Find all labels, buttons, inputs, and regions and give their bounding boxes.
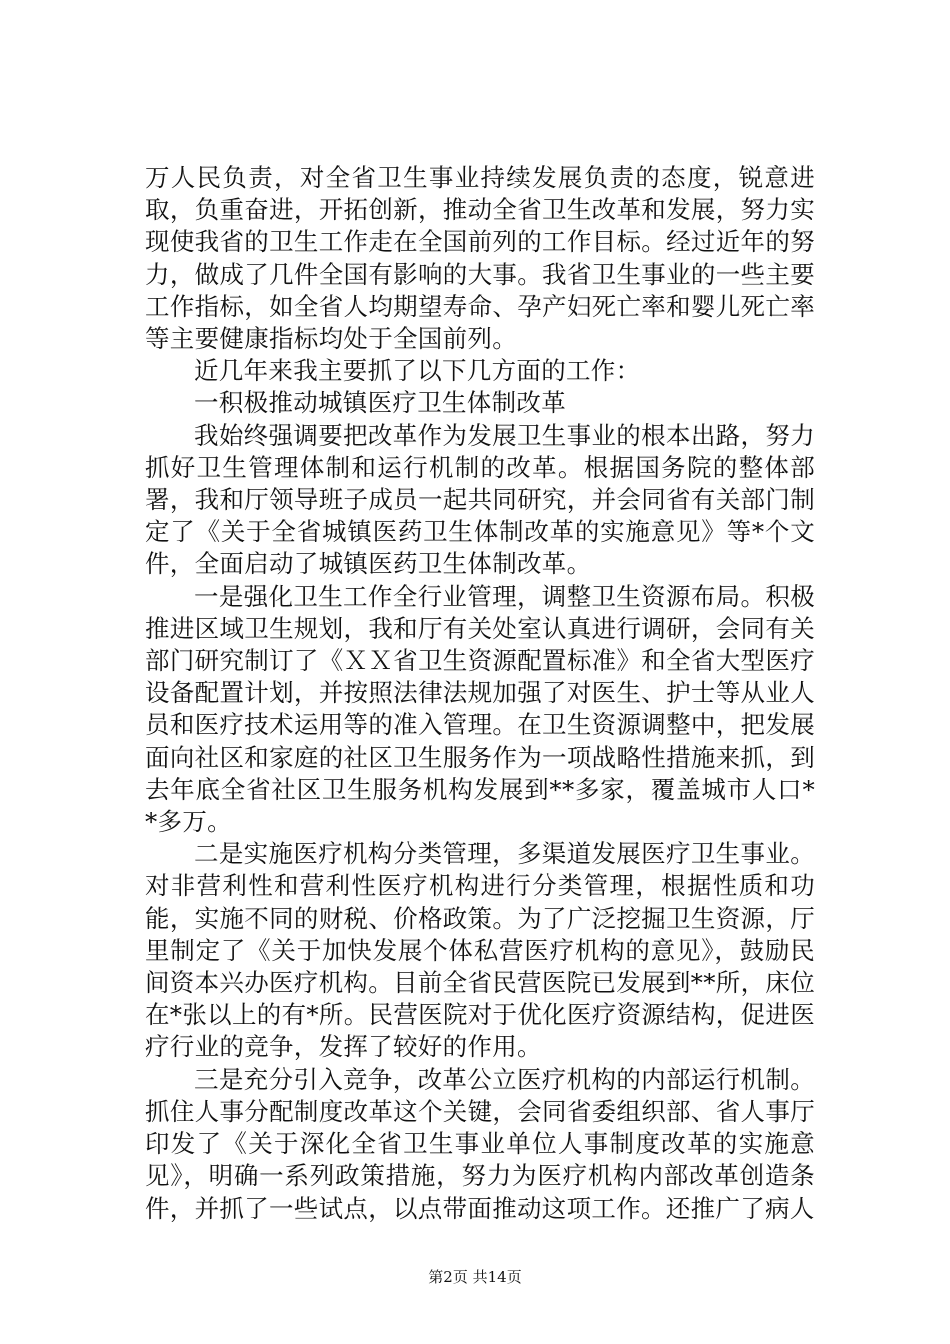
page-number-label: 第2页 共14页 bbox=[428, 1268, 522, 1286]
section-heading: 一积极推动城镇医疗卫生体制改革 bbox=[194, 388, 566, 418]
paragraph-6: 二是实施医疗机构分类管理，多渠道发展医疗卫生事业。对非营利性和营利性医疗机构进行分类管理，根据性质和功能，实施不同的财税、价格政策。为了广泛挖掘卫生资源，厅里制定了《关于加快发展个体私营医疗机构的意见》，鼓励民间资本兴办医疗机构。目前全省民营医院已发展到**所，床位在*张以上的有*所。民营医院对于优化医疗资源结构，促进医疗行业的竞争，发挥了较好的作用。 bbox=[145, 839, 815, 1062]
paragraph-7: 三是充分引入竞争，改革公立医疗机构的内部运行机制。抓住人事分配制度改革这个关键，会同省委组织部、省人事厅印发了《关于深化全省卫生事业单位人事制度改革的实施意见》，明确一系列政策措施，努力为医疗机构内部改革创造条件，并抓了一些试点，以点带面推动这项工作。还推广了病人 bbox=[145, 1064, 815, 1223]
page-footer bbox=[0, 1267, 950, 1287]
paragraph-2: 近几年来我主要抓了以下几方面的工作： bbox=[194, 356, 641, 386]
paragraph-1: 万人民负责，对全省卫生事业持续发展负责的态度，锐意进取，负重奋进，开拓创新，推动全省卫生改革和发展，努力实现使我省的卫生工作走在全国前列的工作目标。经过近年的努力，做成了几件全国有影响的大事。我省卫生事业的一些主要工作指标，如全省人均期望寿命、孕产妇死亡率和婴儿死亡率等主要健康指标均处于全国前列。 bbox=[145, 163, 815, 354]
document-body bbox=[145, 162, 815, 1225]
paragraph-4: 我始终强调要把改革作为发展卫生事业的根本出路，努力抓好卫生管理体制和运行机制的改革。根据国务院的整体部署，我和厅领导班子成员一起共同研究，并会同省有关部门制定了《关于全省城镇医药卫生体制改革的实施意见》等*个文件，全面启动了城镇医药卫生体制改革。 bbox=[145, 420, 815, 579]
paragraph-5: 一是强化卫生工作全行业管理，调整卫生资源布局。积极推进区域卫生规划，我和厅有关处室认真进行调研，会同有关部门研究制订了《ＸＸ省卫生资源配置标准》和全省大型医疗设备配置计划，并按照法律法规加强了对医生、护士等从业人员和医疗技术运用等的准入管理。在卫生资源调整中，把发展面向社区和家庭的社区卫生服务作为一项战略性措施来抓，到去年底全省社区卫生服务机构发展到**多家，覆盖城市人口**多万。 bbox=[145, 581, 815, 837]
